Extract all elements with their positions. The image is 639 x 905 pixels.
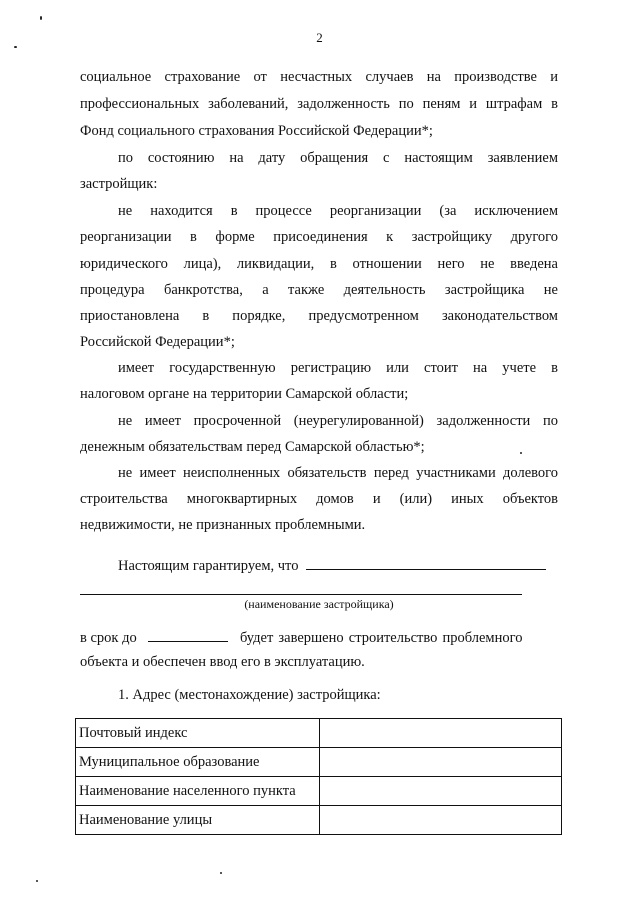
paragraph-line: реорганизации в форме присоединения к застройщику другого <box>80 229 558 245</box>
section-heading: 1. Адрес (местонахождение) застройщика: <box>118 687 381 703</box>
row-value-field[interactable] <box>320 719 562 748</box>
row-label: Муниципальное образование <box>76 748 320 777</box>
paragraph-line: не имеет просроченной (неурегулированной) задолженности по <box>118 413 558 429</box>
table-row <box>76 777 562 806</box>
deadline-prefix: в срок до <box>80 630 137 646</box>
paragraph-line: Российской Федерации*; <box>80 334 235 350</box>
paragraph-line: по состоянию на дату обращения с настоящим заявлением <box>118 150 558 166</box>
scan-speck <box>14 46 17 48</box>
paragraph-line: налоговом органе на территории Самарской области; <box>80 386 409 402</box>
paragraph-line: не имеет неисполненных обязательств перед участниками долевого <box>118 465 558 481</box>
paragraph-line: строительства многоквартирных домов и (или) иных объектов <box>80 491 558 507</box>
scan-speck <box>36 880 38 882</box>
paragraph-line: процедура банкротства, а также деятельность застройщика не <box>80 282 558 298</box>
scan-speck <box>220 872 222 874</box>
scan-speck <box>520 452 522 454</box>
deadline-date-blank[interactable] <box>148 627 228 642</box>
row-label: Наименование улицы <box>76 806 320 835</box>
table-row <box>76 748 562 777</box>
row-value-field[interactable] <box>320 748 562 777</box>
row-value-field[interactable] <box>320 806 562 835</box>
paragraph-line: имеет государственную регистрацию или стоит на учете в <box>118 360 558 376</box>
row-label: Наименование населенного пункта <box>76 777 320 806</box>
table-row <box>76 719 562 748</box>
paragraph-line: приостановлена в порядке, предусмотренном законодательством <box>80 308 558 324</box>
developer-name-blank[interactable] <box>306 555 546 570</box>
row-label: Почтовый индекс <box>76 719 320 748</box>
paragraph-line: юридического лица), ликвидации, в отношении него не введена <box>80 256 558 272</box>
paragraph-line: недвижимости, не признанных проблемными. <box>80 517 366 533</box>
developer-name-caption: (наименование застройщика) <box>244 597 394 611</box>
paragraph-line: социальное страхование от несчастных случаев на производстве и <box>80 69 558 85</box>
address-table <box>75 718 562 835</box>
scan-speck <box>40 16 42 20</box>
paragraph-line: Фонд социального страхования Российской Федерации*; <box>80 123 433 139</box>
developer-name-rule[interactable] <box>80 594 522 595</box>
table-row <box>76 806 562 835</box>
paragraph-line: застройщик: <box>80 176 158 192</box>
page-number: 2 <box>316 30 323 45</box>
paragraph-line: не находится в процессе реорганизации (за исключением <box>118 203 558 219</box>
guarantee-line <box>118 555 558 575</box>
guarantee-prefix: Настоящим гарантируем, что <box>118 558 299 574</box>
paragraph-line: денежным обязательствам перед Самарской областью*; <box>80 439 425 455</box>
deadline-line <box>80 627 558 647</box>
deadline-line-2: объекта и обеспечен ввод его в эксплуатацию. <box>80 654 365 670</box>
deadline-suffix: будет завершено строительство проблемного <box>239 630 523 646</box>
row-value-field[interactable] <box>320 777 562 806</box>
paragraph-line: профессиональных заболеваний, задолженность по пеням и штрафам в <box>80 96 558 112</box>
